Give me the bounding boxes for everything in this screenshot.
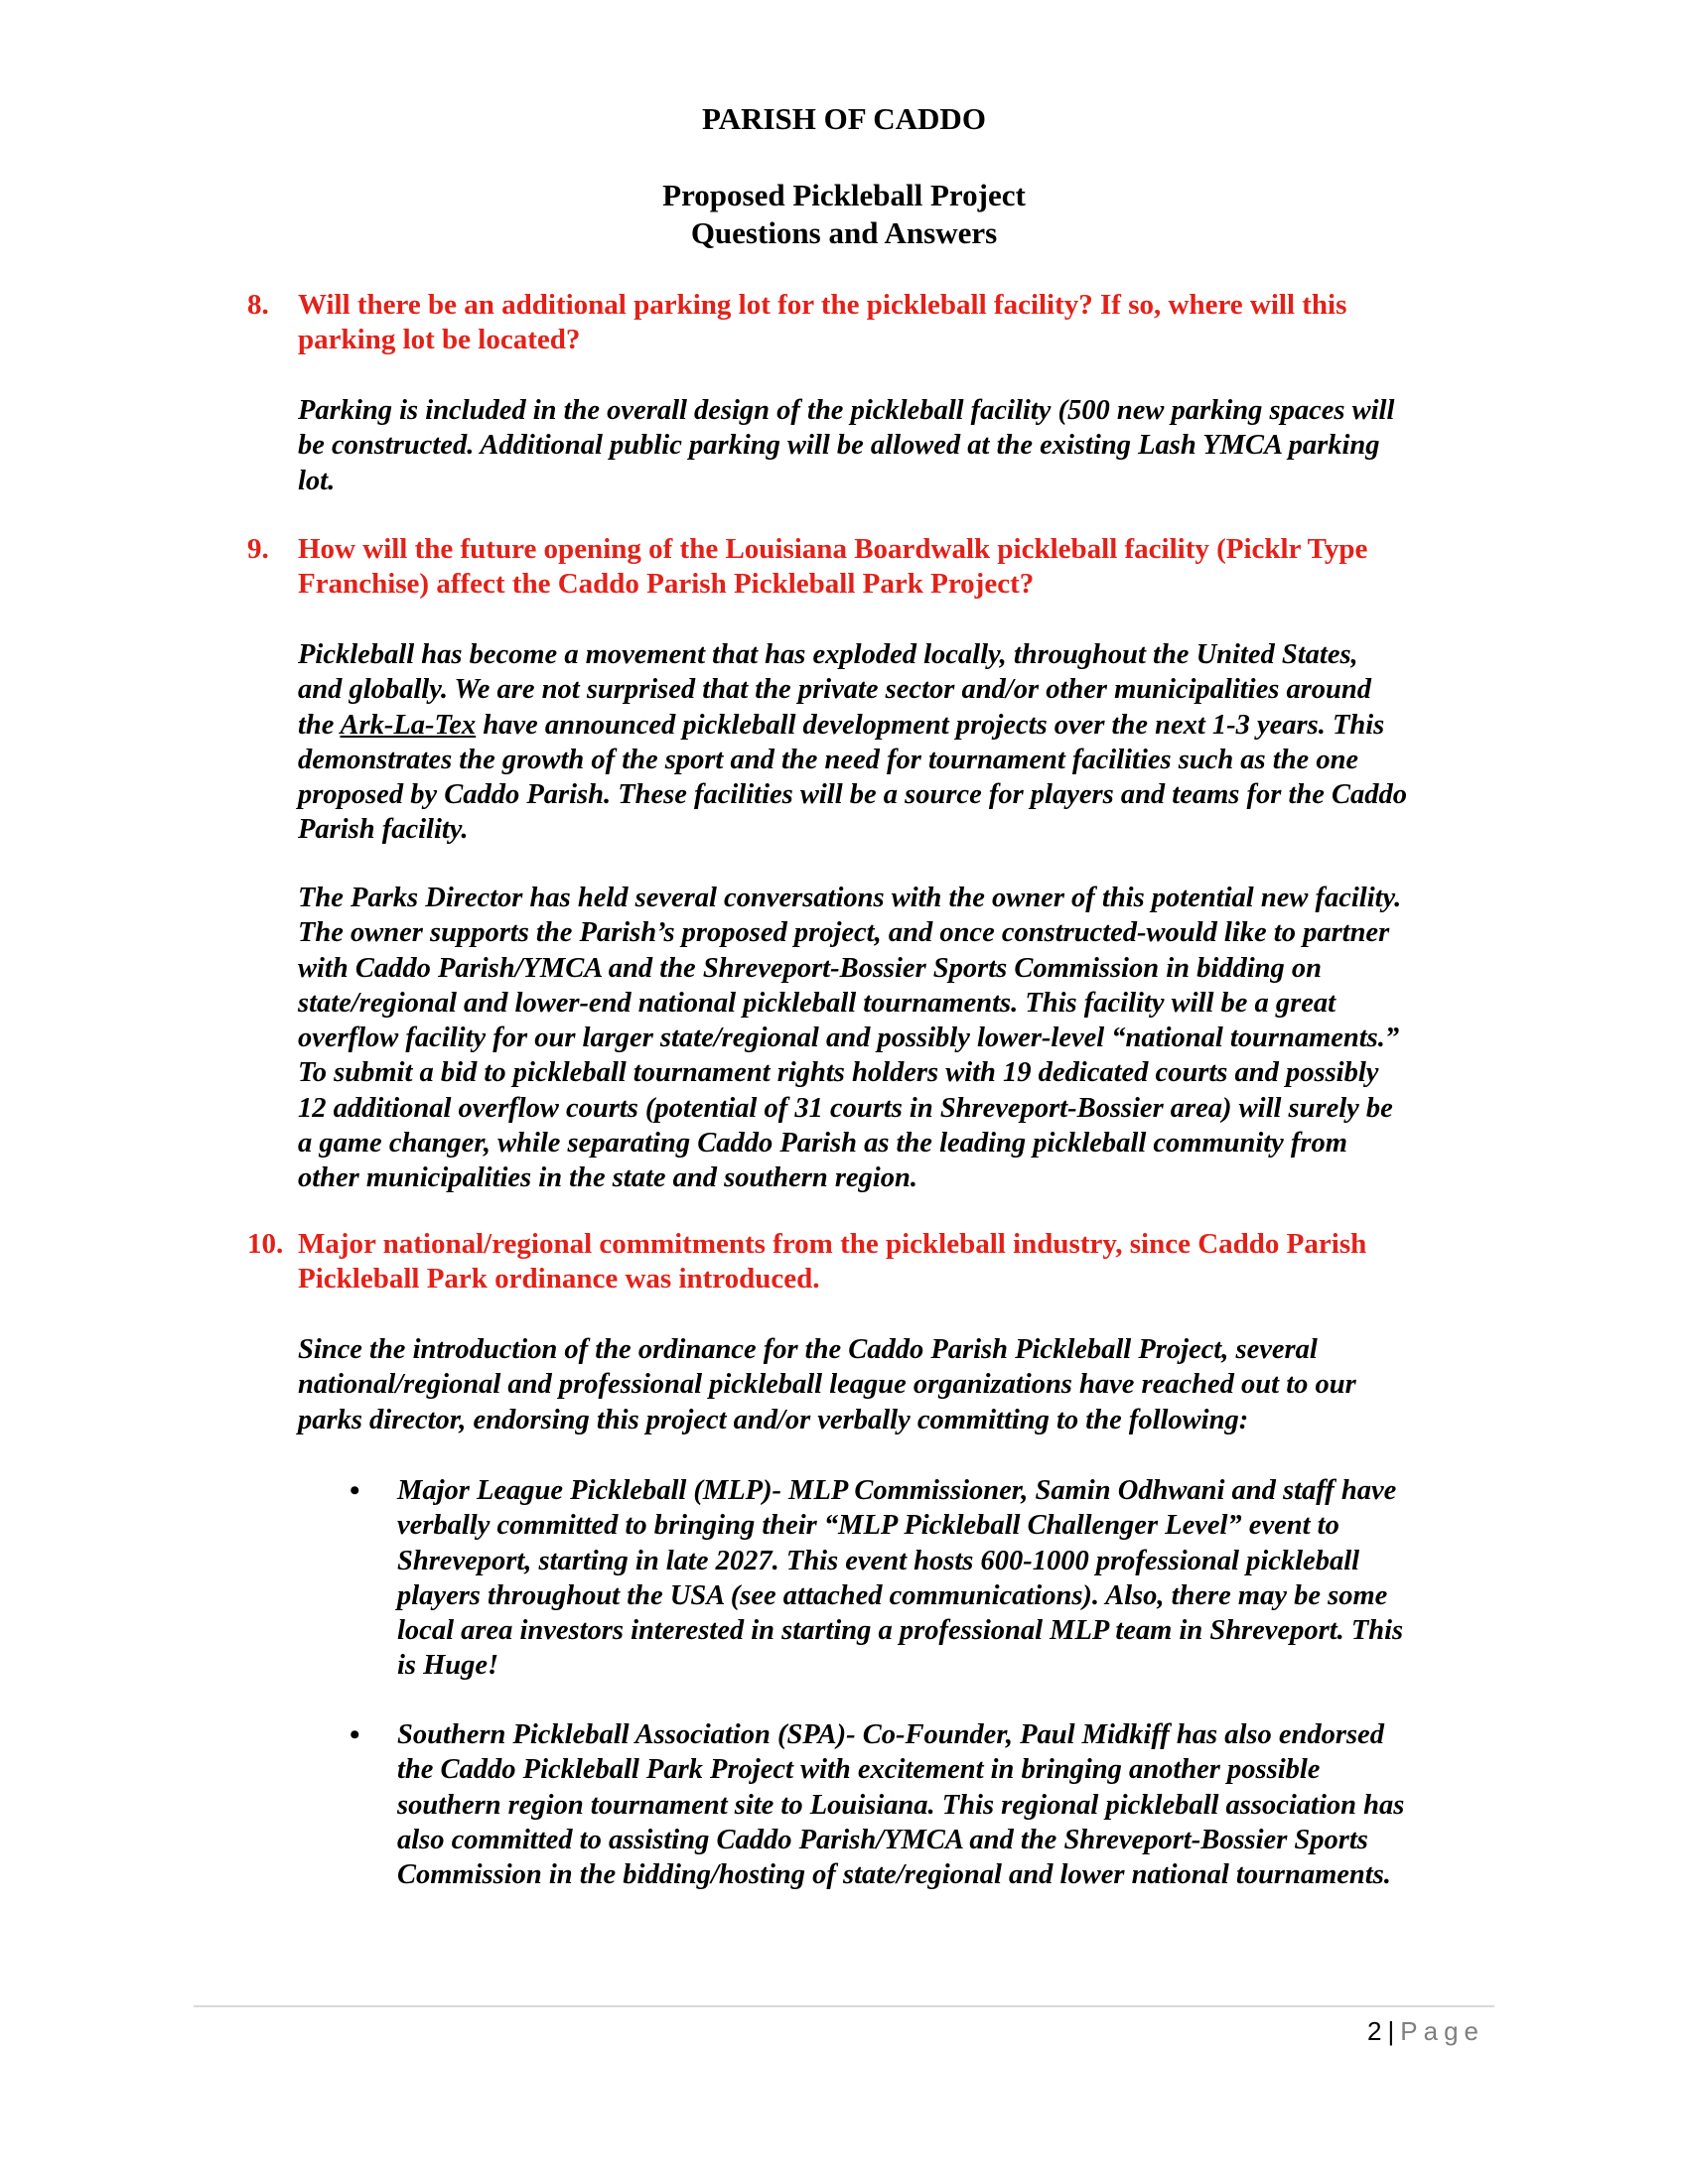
question-line: Major national/regional commitments from the pickleball industry, since Caddo Parish <box>298 1228 1367 1260</box>
answer-line: parks director, endorsing this project and/or verbally committing to the following: <box>298 1404 1249 1435</box>
answer-line: Parking is included in the overall design of the pickleball facility (500 new parking spaces will <box>298 395 1395 426</box>
answer-line: The Parks Director has held several conversations with the owner of this potential new facility. <box>298 883 1402 913</box>
bullet-line: Shreveport, starting in late 2027. This event hosts 600-1000 professional pickleball <box>397 1545 1360 1576</box>
question-number-8: 8. <box>247 289 269 321</box>
footer-separator: | <box>1387 2016 1395 2046</box>
bullet-line: also committed to assisting Caddo Parish/YMCA and the Shreveport-Bossier Sports <box>397 1824 1368 1855</box>
bullet-line: the Caddo Pickleball Park Project with excitement in bringing another possible <box>397 1754 1321 1786</box>
answer-line: 12 additional overflow courts (potential of 31 courts in Shreveport-Bossier area) will surely be <box>298 1092 1393 1124</box>
answer-line: To submit a bid to pickleball tournament rights holders with 19 dedicated courts and possibly <box>298 1057 1379 1089</box>
answer-line: state/regional and lower-end national pickleball tournaments. This facility will be a great <box>298 987 1336 1019</box>
page-label: Page <box>1400 2016 1484 2046</box>
answer-line: overflow facility for our larger state/regional and possibly lower-level “national tournaments.” <box>298 1023 1400 1054</box>
page-number: 2 <box>1367 2016 1382 2046</box>
answer-line: national/regional and professional pickleball league organizations have reached out to our <box>298 1369 1356 1401</box>
bullet-line: Southern Pickleball Association (SPA)- Co-Founder, Paul Midkiff has also endorsed <box>397 1719 1384 1750</box>
bullet-mlp <box>397 1473 1499 1684</box>
answer-line: Since the introduction of the ordinance for the Caddo Parish Pickleball Project, several <box>298 1334 1318 1365</box>
question-number-9: 9. <box>247 533 269 565</box>
bullet-line: southern region tournament site to Louisiana. This regional pickleball association has <box>397 1789 1405 1821</box>
answer-line: proposed by Caddo Parish. These facilities will be a source for players and teams for the Caddo <box>298 779 1408 811</box>
answer-line: with Caddo Parish/YMCA and the Shreveport-Bossier Sports Commission in bidding on <box>298 952 1323 984</box>
bullet-line: verbally committed to bringing their “MLP Pickleball Challenger Level” event to <box>397 1510 1339 1542</box>
answer-10 <box>298 1332 1499 1437</box>
document-title: PARISH OF CADDO <box>702 101 986 136</box>
ark-la-tex-link[interactable]: Ark-La-Tex <box>340 709 477 741</box>
answer-text: the <box>298 709 341 741</box>
bullet-line: players throughout the USA (see attached communications). Also, there may be some <box>397 1579 1388 1611</box>
question-8 <box>298 288 1509 357</box>
answer-line <box>298 708 1499 743</box>
answer-line: lot. <box>298 465 336 496</box>
bullet-line: is Huge! <box>397 1650 499 1682</box>
bullet-line: Major League Pickleball (MLP)- MLP Commissioner, Samin Odhwani and staff have <box>397 1475 1397 1506</box>
bullet-icon: • <box>350 1718 360 1751</box>
answer-line: a game changer, while separating Caddo Parish as the leading pickleball community from <box>298 1128 1347 1160</box>
answer-line: Parish facility. <box>298 814 469 846</box>
bullet-line: Commission in the bidding/hosting of state/regional and lower national tournaments. <box>397 1859 1391 1891</box>
answer-line: other municipalities in the state and southern region. <box>298 1162 917 1194</box>
page-footer <box>1367 2015 1484 2047</box>
answer-line: The owner supports the Parish’s proposed project, and once constructed-would like to partner <box>298 917 1390 949</box>
question-number-10: 10. <box>247 1228 284 1260</box>
question-line: Pickleball Park ordinance was introduced. <box>298 1263 820 1295</box>
answer-8 <box>298 393 1499 498</box>
answer-text: have announced pickleball development projects over the next 1-3 years. This <box>476 709 1385 741</box>
bullet-line: local area investors interested in starting a professional MLP team in Shreveport. This <box>397 1615 1404 1647</box>
answer-9-paragraph-2 <box>298 881 1499 1196</box>
question-10 <box>298 1227 1509 1297</box>
footer-divider <box>194 2005 1494 2007</box>
question-line: How will the future opening of the Louisiana Boardwalk pickleball facility (Picklr Type <box>298 533 1368 565</box>
answer-line: be constructed. Additional public parking will be allowed at the existing Lash YMCA parking <box>298 430 1380 462</box>
answer-line: demonstrates the growth of the sport and the need for tournament facilities such as the one <box>298 744 1359 775</box>
document-subtitle: Proposed Pickleball Project <box>662 178 1026 212</box>
question-line: Will there be an additional parking lot for the pickleball facility? If so, where will this <box>298 289 1347 321</box>
question-line: Franchise) affect the Caddo Parish Pickleball Park Project? <box>298 568 1035 600</box>
answer-line: Pickleball has become a movement that has exploded locally, throughout the United States, <box>298 639 1358 670</box>
answer-line: and globally. We are not surprised that the private sector and/or other municipalities around <box>298 674 1372 706</box>
answer-9-paragraph-1 <box>298 637 1499 848</box>
bullet-icon: • <box>350 1474 360 1507</box>
bullet-spa <box>397 1717 1499 1892</box>
question-9 <box>298 532 1509 602</box>
question-line: parking lot be located? <box>298 324 581 355</box>
document-subtitle-2: Questions and Answers <box>690 215 998 250</box>
